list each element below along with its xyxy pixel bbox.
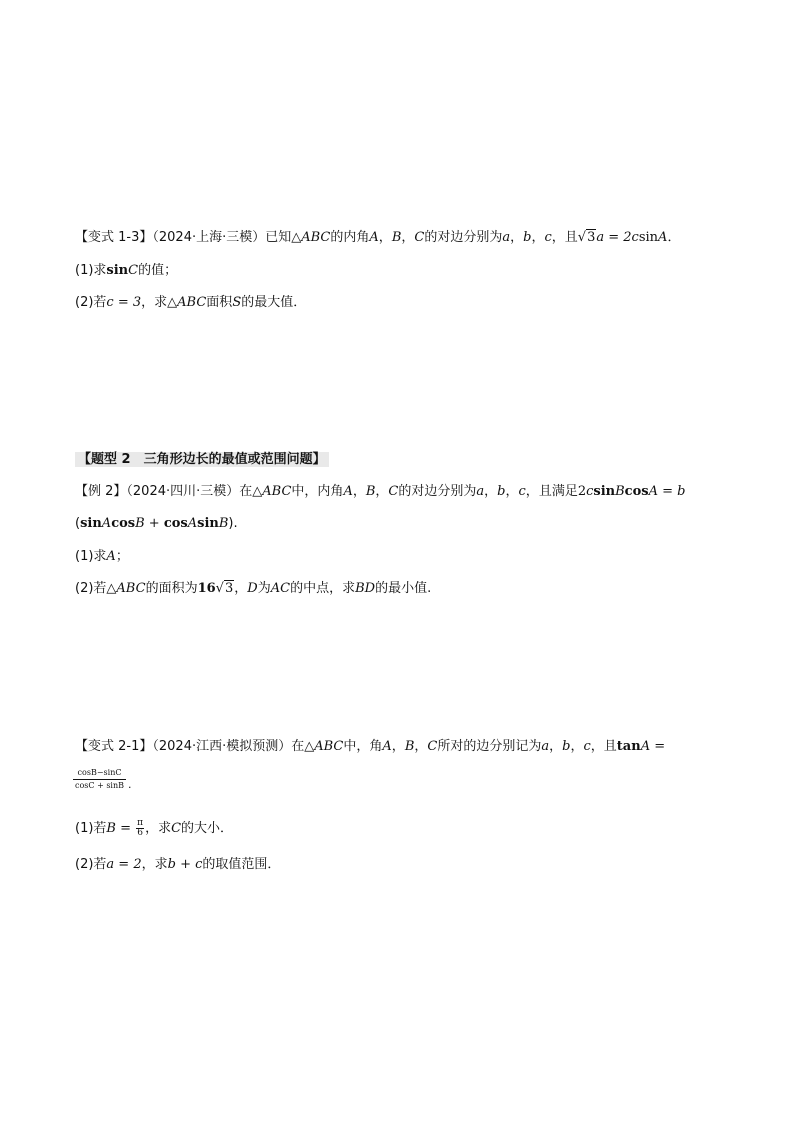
math-func: sin — [638, 230, 659, 245]
math-func: cos — [163, 516, 188, 531]
math-var: A — [106, 549, 116, 564]
math-var: A — [640, 739, 651, 754]
problem-tag: 【例 2】 — [75, 484, 127, 499]
fraction-period — [128, 776, 132, 794]
math-var: C — [427, 739, 438, 754]
example-2-statement — [75, 483, 685, 501]
question-text: 的最小值. — [375, 581, 432, 596]
paren: ) — [228, 516, 234, 531]
question-text: ，求 — [145, 821, 172, 836]
punct: ， — [378, 230, 392, 245]
punct: ． — [667, 230, 681, 245]
problem-source: （2024·四川·三模） — [126, 484, 240, 499]
statement-text: 且 — [603, 739, 617, 754]
math-var: A — [101, 516, 112, 531]
statement-text: 的内角 — [330, 230, 370, 245]
question-label: (2)若 — [75, 857, 107, 872]
punct: ， — [414, 739, 428, 754]
punct: ， — [234, 581, 248, 596]
math-var: ABC — [314, 739, 344, 754]
statement-text: 且 — [564, 230, 578, 245]
punct: . — [128, 778, 132, 791]
math-var: c — [544, 230, 552, 245]
math-var: c — [586, 484, 594, 499]
math-op: = — [650, 739, 666, 754]
variant-1-3-q2 — [75, 294, 306, 312]
question-label: (1)若 — [75, 821, 107, 836]
math-func: cos — [624, 484, 649, 499]
punct: ， — [401, 230, 415, 245]
section-heading-text: 【题型 2 三角形边长的最值或范围问题】 — [75, 452, 329, 467]
statement-text: 中，角 — [343, 739, 383, 754]
math-var: BD — [355, 581, 376, 596]
math-func: cos — [111, 516, 136, 531]
math-var: ABC — [177, 295, 207, 310]
tan-fraction — [73, 768, 126, 791]
math-func: tan — [616, 739, 641, 754]
math-var: a — [476, 484, 485, 499]
variant-1-3-q1 — [75, 262, 177, 280]
punct: ， — [352, 484, 366, 499]
variant-2-1-q1 — [75, 819, 233, 838]
math-func: sin — [80, 516, 102, 531]
math-var: A — [382, 739, 392, 754]
math-var: C — [388, 484, 399, 499]
fraction-numerator: π — [137, 818, 144, 828]
math-expr: a = 2 — [106, 857, 142, 872]
math-expr: a = 2c — [596, 230, 639, 245]
math-func: sin — [106, 263, 129, 278]
example-2-q2 — [75, 580, 431, 598]
math-var: AC — [270, 581, 291, 596]
punct: ， — [590, 739, 604, 754]
math-expr: c = 3 — [106, 295, 142, 310]
sqrt-expression: √3 — [215, 581, 234, 596]
math-var: A — [658, 230, 668, 245]
variant-2-1-q2 — [75, 856, 280, 874]
problem-source: （2024·上海·三模） — [152, 230, 266, 245]
radicand: 3 — [587, 230, 596, 245]
math-var: A — [648, 484, 658, 499]
punct: ， — [484, 484, 498, 499]
punct: ， — [551, 230, 565, 245]
math-var: S — [232, 295, 242, 310]
triangle-symbol: △ — [291, 230, 302, 245]
statement-text: 在 — [239, 484, 253, 499]
math-var: B — [135, 516, 145, 531]
math-var: B — [615, 484, 625, 499]
punct: ， — [570, 739, 584, 754]
statement-text: 所对的边分别记为 — [437, 739, 542, 754]
question-text: 的中点，求 — [290, 581, 356, 596]
math-var: A — [187, 516, 198, 531]
punct: ， — [525, 484, 539, 499]
problem-tag: 【变式 2-1】 — [75, 739, 153, 754]
problem-tag: 【变式 1-3】 — [75, 230, 153, 245]
punct: ， — [549, 739, 563, 754]
math-var: C — [171, 821, 182, 836]
math-var: C — [414, 230, 425, 245]
math-var: A — [343, 484, 353, 499]
math-var: B — [365, 484, 376, 499]
math-op: + — [144, 516, 164, 531]
example-2-q1 — [75, 548, 129, 566]
statement-text: 中，内角 — [291, 484, 344, 499]
fraction-denominator: 6 — [137, 828, 143, 838]
question-label: (1)求 — [75, 263, 107, 278]
fraction-numerator: cosB−sinC — [73, 768, 126, 780]
example-2-statement-cont — [75, 515, 238, 533]
variant-1-3-statement — [75, 229, 680, 247]
math-var: A — [369, 230, 379, 245]
variant-2-1-statement — [75, 738, 665, 756]
statement-text: 已知 — [265, 230, 292, 245]
question-text: 的面积为 — [145, 581, 198, 596]
triangle-symbol: △ — [167, 295, 178, 310]
math-var: B — [391, 230, 402, 245]
math-var: b — [497, 484, 506, 499]
statement-text: 的对边分别为 — [398, 484, 477, 499]
paren: ( — [75, 516, 81, 531]
punct: ， — [531, 230, 545, 245]
math-var: a — [502, 230, 511, 245]
pi-over-6-fraction — [136, 819, 144, 838]
math-var: B — [218, 516, 229, 531]
question-text: ，求 — [141, 857, 168, 872]
math-var: ABC — [116, 581, 146, 596]
math-num: 2 — [577, 484, 587, 499]
triangle-symbol: △ — [106, 581, 117, 596]
question-text: ，求 — [141, 295, 168, 310]
math-var: ABC — [262, 484, 292, 499]
math-func: sin — [197, 516, 219, 531]
punct: ， — [375, 484, 389, 499]
math-var: c — [518, 484, 526, 499]
statement-text: 在 — [291, 739, 305, 754]
question-text: 的最大值． — [241, 295, 307, 310]
question-text: 的大小． — [181, 821, 234, 836]
math-var: D — [247, 581, 258, 596]
statement-text: 的对边分别为 — [424, 230, 503, 245]
sqrt-expression: √3 — [577, 230, 596, 245]
punct: ， — [510, 230, 524, 245]
punct: ， — [391, 739, 405, 754]
math-expr: b + c — [167, 857, 203, 872]
math-expr: = b — [657, 484, 686, 499]
math-var: C — [128, 263, 139, 278]
triangle-symbol: △ — [304, 739, 315, 754]
question-label: (2)若 — [75, 581, 107, 596]
statement-text: 且满足 — [538, 484, 578, 499]
math-var: a — [541, 739, 550, 754]
math-var: ABC — [301, 230, 331, 245]
math-expr: B = — [106, 821, 136, 836]
fraction-denominator: cosC + sinB — [75, 781, 125, 790]
radicand: 3 — [224, 581, 234, 596]
punct: . — [233, 516, 238, 531]
question-text: 的值； — [138, 263, 178, 278]
math-var: b — [523, 230, 532, 245]
math-func: sin — [593, 484, 616, 499]
math-var: c — [583, 739, 591, 754]
question-label: (1)求 — [75, 549, 107, 564]
triangle-symbol: △ — [252, 484, 263, 499]
math-var: b — [562, 739, 571, 754]
punct: ， — [505, 484, 519, 499]
section-heading — [75, 451, 329, 469]
problem-source: （2024·江西·模拟预测） — [152, 739, 292, 754]
question-label: (2)若 — [75, 295, 107, 310]
question-text: 面积 — [206, 295, 233, 310]
punct: ； — [115, 549, 129, 564]
question-text: 为 — [257, 581, 271, 596]
question-text: 的取值范围． — [202, 857, 281, 872]
math-var: B — [404, 739, 415, 754]
math-num: 16 — [197, 581, 216, 596]
